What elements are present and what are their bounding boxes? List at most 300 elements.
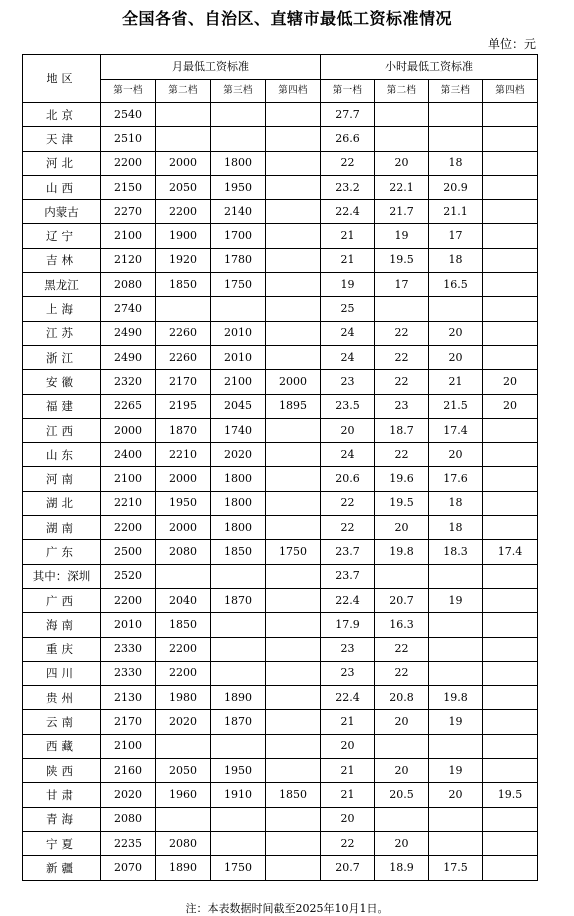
hourly-tier-4-cell <box>483 273 538 297</box>
monthly-tier-3-cell <box>211 637 266 661</box>
hourly-tier-2-cell: 19 <box>375 224 429 248</box>
monthly-tier-4-cell: 1850 <box>266 783 321 807</box>
hourly-tier-3-cell: 17.6 <box>429 467 483 491</box>
hourly-tier-2-cell: 18.9 <box>375 856 429 880</box>
hourly-tier-2-cell: 20 <box>375 759 429 783</box>
hourly-tier-3-cell <box>429 297 483 321</box>
hourly-tier-2-cell: 22 <box>375 370 429 394</box>
table-row <box>23 491 538 515</box>
monthly-tier-1-cell: 2100 <box>101 467 156 491</box>
region-cell: 安徽 <box>23 370 101 394</box>
monthly-tier-1-cell: 2265 <box>101 394 156 418</box>
region-cell: 四川 <box>23 661 101 685</box>
hourly-tier-1-cell: 24 <box>321 345 375 369</box>
monthly-tier-3-cell: 1800 <box>211 151 266 175</box>
hourly-tier-3-cell: 21.1 <box>429 200 483 224</box>
hourly-tier-2-cell <box>375 127 429 151</box>
hourly-tier-1-cell: 20.6 <box>321 467 375 491</box>
region-cell: 宁夏 <box>23 831 101 855</box>
monthly-tier-3-cell: 1950 <box>211 175 266 199</box>
hourly-tier-4-cell <box>483 297 538 321</box>
table-row <box>23 588 538 612</box>
monthly-tier-2-cell: 2000 <box>156 467 211 491</box>
table-row <box>23 564 538 588</box>
hourly-tier-4-cell <box>483 224 538 248</box>
hourly-tier-1-cell: 22.4 <box>321 200 375 224</box>
hourly-tier-1-cell: 17.9 <box>321 613 375 637</box>
region-cell: 河北 <box>23 151 101 175</box>
table-row <box>23 759 538 783</box>
hourly-tier-1-cell: 22.4 <box>321 588 375 612</box>
monthly-tier-1-cell: 2080 <box>101 807 156 831</box>
hourly-tier-4-cell: 20 <box>483 370 538 394</box>
hourly-tier-1-cell: 22 <box>321 516 375 540</box>
region-cell: 贵州 <box>23 686 101 710</box>
region-cell: 河南 <box>23 467 101 491</box>
monthly-tier-2-cell: 2080 <box>156 831 211 855</box>
region-cell: 天津 <box>23 127 101 151</box>
monthly-tier-1-cell: 2070 <box>101 856 156 880</box>
hourly-tier-3-cell: 18 <box>429 248 483 272</box>
hourly-tier-1-cell: 24 <box>321 443 375 467</box>
monthly-tier-1-cell: 2740 <box>101 297 156 321</box>
hourly-tier-2-cell: 20 <box>375 831 429 855</box>
hourly-tier-2-cell <box>375 734 429 758</box>
monthly-tier-4-cell <box>266 807 321 831</box>
hourly-tier-2-cell: 20 <box>375 516 429 540</box>
monthly-tier-4-cell <box>266 759 321 783</box>
hourly-tier-3-cell: 20 <box>429 443 483 467</box>
table-row <box>23 661 538 685</box>
monthly-tier-3-cell: 1910 <box>211 783 266 807</box>
header-row-groups <box>23 55 538 80</box>
monthly-tier-1-cell: 2320 <box>101 370 156 394</box>
hourly-tier-4-cell: 17.4 <box>483 540 538 564</box>
hourly-tier-1-cell: 21 <box>321 710 375 734</box>
hourly-tier-4-cell: 19.5 <box>483 783 538 807</box>
hourly-tier-3-cell: 20.9 <box>429 175 483 199</box>
monthly-tier-1-cell: 2540 <box>101 103 156 127</box>
monthly-tier-3-cell: 1800 <box>211 516 266 540</box>
monthly-tier-1-cell: 2130 <box>101 686 156 710</box>
unit-label: 单位：元 <box>487 37 536 51</box>
hourly-tier-2-cell: 19.8 <box>375 540 429 564</box>
monthly-header: 月最低工资标准 <box>101 55 321 80</box>
monthly-tier-2-cell: 2000 <box>156 516 211 540</box>
hourly-tier-4-cell <box>483 491 538 515</box>
hourly-tier-3-cell: 18 <box>429 516 483 540</box>
monthly-tier-4-cell <box>266 151 321 175</box>
hourly-tier-1-cell: 26.6 <box>321 127 375 151</box>
table-row <box>23 516 538 540</box>
table-body <box>23 103 538 881</box>
region-cell: 山东 <box>23 443 101 467</box>
region-cell: 内蒙古 <box>23 200 101 224</box>
hourly-tier-4-cell <box>483 345 538 369</box>
monthly-tier-1-cell: 2210 <box>101 491 156 515</box>
region-cell: 浙江 <box>23 345 101 369</box>
hourly-tier-4-cell <box>483 564 538 588</box>
table-row <box>23 248 538 272</box>
hourly-tier-4-cell <box>483 467 538 491</box>
monthly-tier-1-cell: 2000 <box>101 418 156 442</box>
page-title: 全国各省、自治区、直辖市最低工资标准情况 <box>121 9 452 28</box>
table-row <box>23 418 538 442</box>
monthly-tier-3-cell <box>211 831 266 855</box>
monthly-tier-3-cell <box>211 103 266 127</box>
monthly-tier-2-cell: 1850 <box>156 273 211 297</box>
monthly-tier-2-cell: 1980 <box>156 686 211 710</box>
monthly-tier-4-cell <box>266 297 321 321</box>
hourly-tier-3-cell <box>429 613 483 637</box>
monthly-tier-4-cell <box>266 831 321 855</box>
region-cell: 新疆 <box>23 856 101 880</box>
table-row <box>23 467 538 491</box>
hourly-tier-1-cell: 23.2 <box>321 175 375 199</box>
hourly-tier-2-cell: 20.7 <box>375 588 429 612</box>
monthly-tier-3-cell: 1890 <box>211 686 266 710</box>
hourly-tier-2-cell: 22 <box>375 321 429 345</box>
monthly-tier-4-cell <box>266 248 321 272</box>
monthly-tier-3-cell: 1850 <box>211 540 266 564</box>
hourly-tier-3-cell: 18 <box>429 151 483 175</box>
hourly-tier-3-cell: 20 <box>429 321 483 345</box>
monthly-tier-3-cell <box>211 297 266 321</box>
region-cell: 云南 <box>23 710 101 734</box>
monthly-tier-4-cell <box>266 418 321 442</box>
monthly-tier-3-cell: 2140 <box>211 200 266 224</box>
monthly-tier-1-cell: 2400 <box>101 443 156 467</box>
table-row <box>23 273 538 297</box>
monthly-tier-1-cell: 2235 <box>101 831 156 855</box>
hourly-tier-2-cell: 22.1 <box>375 175 429 199</box>
hourly-tier-4-cell <box>483 710 538 734</box>
monthly-tier-3-cell: 2045 <box>211 394 266 418</box>
hourly-tier-1-cell: 22 <box>321 491 375 515</box>
monthly-tier-1-cell: 2510 <box>101 127 156 151</box>
hourly-tier-4-cell <box>483 151 538 175</box>
monthly-tier-1-cell: 2100 <box>101 224 156 248</box>
hourly-tier-1-cell: 21 <box>321 783 375 807</box>
hourly-tier-4-cell <box>483 200 538 224</box>
hourly-tier-1-cell: 23.7 <box>321 564 375 588</box>
table-row <box>23 175 538 199</box>
region-cell: 重庆 <box>23 637 101 661</box>
region-cell: 陕西 <box>23 759 101 783</box>
table-row <box>23 734 538 758</box>
region-cell: 湖南 <box>23 516 101 540</box>
region-cell: 山西 <box>23 175 101 199</box>
table-row <box>23 127 538 151</box>
hourly-tier-4-cell <box>483 734 538 758</box>
hourly-tier-3-header: 第三档 <box>429 80 483 103</box>
monthly-tier-4-cell <box>266 564 321 588</box>
monthly-tier-2-cell: 1920 <box>156 248 211 272</box>
monthly-tier-1-cell: 2080 <box>101 273 156 297</box>
hourly-tier-3-cell <box>429 661 483 685</box>
hourly-tier-2-cell: 20 <box>375 151 429 175</box>
monthly-tier-4-cell <box>266 637 321 661</box>
monthly-tier-3-cell: 1870 <box>211 710 266 734</box>
table-row <box>23 394 538 418</box>
monthly-tier-3-cell <box>211 564 266 588</box>
hourly-tier-4-cell <box>483 686 538 710</box>
monthly-tier-1-cell: 2490 <box>101 321 156 345</box>
monthly-tier-2-cell: 1950 <box>156 491 211 515</box>
hourly-tier-4-cell <box>483 443 538 467</box>
monthly-tier-2-cell: 2170 <box>156 370 211 394</box>
hourly-tier-2-cell: 23 <box>375 394 429 418</box>
monthly-tier-3-cell: 1800 <box>211 467 266 491</box>
region-cell: 西藏 <box>23 734 101 758</box>
monthly-tier-1-cell: 2150 <box>101 175 156 199</box>
hourly-tier-2-cell <box>375 807 429 831</box>
monthly-tier-4-cell <box>266 516 321 540</box>
table-row <box>23 370 538 394</box>
hourly-tier-1-cell: 20 <box>321 418 375 442</box>
monthly-tier-1-cell: 2330 <box>101 661 156 685</box>
monthly-tier-4-cell <box>266 175 321 199</box>
hourly-tier-4-cell <box>483 588 538 612</box>
table-row <box>23 103 538 127</box>
monthly-tier-2-cell: 2040 <box>156 588 211 612</box>
table-row <box>23 151 538 175</box>
monthly-tier-1-header: 第一档 <box>101 80 156 103</box>
hourly-tier-1-cell: 23.5 <box>321 394 375 418</box>
hourly-tier-3-cell: 17.4 <box>429 418 483 442</box>
hourly-tier-4-header: 第四档 <box>483 80 538 103</box>
table-row <box>23 831 538 855</box>
monthly-tier-2-cell: 1870 <box>156 418 211 442</box>
hourly-tier-1-header: 第一档 <box>321 80 375 103</box>
hourly-tier-3-cell: 17 <box>429 224 483 248</box>
table-row <box>23 686 538 710</box>
monthly-tier-4-cell <box>266 321 321 345</box>
hourly-tier-4-cell <box>483 856 538 880</box>
table-row <box>23 856 538 880</box>
monthly-tier-3-cell: 1800 <box>211 491 266 515</box>
hourly-tier-3-cell: 21.5 <box>429 394 483 418</box>
hourly-tier-1-cell: 21 <box>321 759 375 783</box>
hourly-tier-1-cell: 24 <box>321 321 375 345</box>
hourly-tier-1-cell: 23.7 <box>321 540 375 564</box>
monthly-tier-1-cell: 2170 <box>101 710 156 734</box>
monthly-tier-2-cell <box>156 734 211 758</box>
hourly-tier-3-cell: 19.8 <box>429 686 483 710</box>
hourly-tier-4-cell <box>483 831 538 855</box>
hourly-tier-3-cell: 19 <box>429 710 483 734</box>
monthly-tier-4-cell <box>266 224 321 248</box>
hourly-tier-1-cell: 19 <box>321 273 375 297</box>
region-cell: 辽宁 <box>23 224 101 248</box>
table-row <box>23 710 538 734</box>
monthly-tier-3-cell: 1780 <box>211 248 266 272</box>
table-row <box>23 540 538 564</box>
monthly-tier-4-cell <box>266 491 321 515</box>
monthly-tier-4-cell <box>266 443 321 467</box>
monthly-tier-3-cell: 2010 <box>211 345 266 369</box>
table-row <box>23 297 538 321</box>
hourly-tier-3-cell: 18.3 <box>429 540 483 564</box>
hourly-tier-1-cell: 21 <box>321 248 375 272</box>
region-header: 地区 <box>23 55 101 103</box>
monthly-tier-4-cell <box>266 127 321 151</box>
monthly-tier-4-cell: 1895 <box>266 394 321 418</box>
monthly-tier-2-cell: 2200 <box>156 637 211 661</box>
region-cell: 其中：深圳 <box>23 564 101 588</box>
header-row-tiers <box>23 80 538 103</box>
monthly-tier-3-cell <box>211 807 266 831</box>
hourly-tier-1-cell: 22 <box>321 151 375 175</box>
monthly-tier-2-cell: 2200 <box>156 661 211 685</box>
table-row <box>23 807 538 831</box>
hourly-tier-1-cell: 20 <box>321 734 375 758</box>
hourly-tier-3-cell <box>429 807 483 831</box>
monthly-tier-2-cell: 2050 <box>156 175 211 199</box>
hourly-tier-2-cell: 20.5 <box>375 783 429 807</box>
hourly-tier-3-cell <box>429 831 483 855</box>
hourly-tier-4-cell: 20 <box>483 394 538 418</box>
region-cell: 北京 <box>23 103 101 127</box>
monthly-tier-1-cell: 2200 <box>101 516 156 540</box>
hourly-header: 小时最低工资标准 <box>321 55 538 80</box>
hourly-tier-1-cell: 22 <box>321 831 375 855</box>
hourly-tier-2-cell: 20.8 <box>375 686 429 710</box>
hourly-tier-2-cell: 21.7 <box>375 200 429 224</box>
monthly-tier-2-cell: 2080 <box>156 540 211 564</box>
region-cell: 黑龙江 <box>23 273 101 297</box>
monthly-tier-4-cell <box>266 345 321 369</box>
hourly-tier-1-cell: 25 <box>321 297 375 321</box>
monthly-tier-2-cell: 2020 <box>156 710 211 734</box>
hourly-tier-4-cell <box>483 807 538 831</box>
hourly-tier-1-cell: 21 <box>321 224 375 248</box>
region-cell: 甘肃 <box>23 783 101 807</box>
monthly-tier-1-cell: 2520 <box>101 564 156 588</box>
wage-table <box>22 54 538 881</box>
monthly-tier-4-cell <box>266 661 321 685</box>
footnote: 注：本表数据时间截至2025年10月1日。 <box>185 902 389 915</box>
hourly-tier-4-cell <box>483 516 538 540</box>
hourly-tier-3-cell: 17.5 <box>429 856 483 880</box>
hourly-tier-2-cell <box>375 564 429 588</box>
monthly-tier-1-cell: 2010 <box>101 613 156 637</box>
region-cell: 青海 <box>23 807 101 831</box>
hourly-tier-1-cell: 20 <box>321 807 375 831</box>
hourly-tier-4-cell <box>483 637 538 661</box>
monthly-tier-3-cell <box>211 734 266 758</box>
monthly-tier-3-cell <box>211 661 266 685</box>
monthly-tier-1-cell: 2490 <box>101 345 156 369</box>
monthly-tier-4-cell <box>266 686 321 710</box>
hourly-tier-3-cell: 18 <box>429 491 483 515</box>
hourly-tier-3-cell <box>429 637 483 661</box>
monthly-tier-1-cell: 2200 <box>101 151 156 175</box>
table-row <box>23 613 538 637</box>
table-row <box>23 783 538 807</box>
monthly-tier-2-cell: 1850 <box>156 613 211 637</box>
monthly-tier-2-cell <box>156 297 211 321</box>
region-cell: 广西 <box>23 588 101 612</box>
monthly-tier-2-cell: 2000 <box>156 151 211 175</box>
region-cell: 广东 <box>23 540 101 564</box>
monthly-tier-3-cell: 1870 <box>211 588 266 612</box>
monthly-tier-2-cell: 2210 <box>156 443 211 467</box>
region-cell: 福建 <box>23 394 101 418</box>
monthly-tier-4-cell <box>266 613 321 637</box>
hourly-tier-2-cell: 17 <box>375 273 429 297</box>
monthly-tier-2-cell <box>156 807 211 831</box>
region-cell: 海南 <box>23 613 101 637</box>
monthly-tier-3-cell: 1750 <box>211 856 266 880</box>
monthly-tier-3-header: 第三档 <box>211 80 266 103</box>
hourly-tier-2-cell: 19.5 <box>375 491 429 515</box>
hourly-tier-2-cell: 20 <box>375 710 429 734</box>
monthly-tier-1-cell: 2200 <box>101 588 156 612</box>
hourly-tier-2-cell <box>375 297 429 321</box>
hourly-tier-3-cell <box>429 103 483 127</box>
hourly-tier-4-cell <box>483 248 538 272</box>
monthly-tier-4-cell <box>266 710 321 734</box>
hourly-tier-2-header: 第二档 <box>375 80 429 103</box>
monthly-tier-4-cell <box>266 588 321 612</box>
monthly-tier-2-header: 第二档 <box>156 80 211 103</box>
hourly-tier-1-cell: 22.4 <box>321 686 375 710</box>
monthly-tier-3-cell <box>211 613 266 637</box>
monthly-tier-4-cell <box>266 856 321 880</box>
monthly-tier-1-cell: 2020 <box>101 783 156 807</box>
table-row <box>23 200 538 224</box>
monthly-tier-3-cell: 2010 <box>211 321 266 345</box>
hourly-tier-2-cell: 18.7 <box>375 418 429 442</box>
monthly-tier-4-cell <box>266 200 321 224</box>
monthly-tier-3-cell: 1740 <box>211 418 266 442</box>
hourly-tier-4-cell <box>483 613 538 637</box>
table-row <box>23 443 538 467</box>
region-cell: 湖北 <box>23 491 101 515</box>
region-cell: 江苏 <box>23 321 101 345</box>
monthly-tier-3-cell <box>211 127 266 151</box>
hourly-tier-4-cell <box>483 321 538 345</box>
monthly-tier-1-cell: 2120 <box>101 248 156 272</box>
monthly-tier-2-cell <box>156 127 211 151</box>
monthly-tier-2-cell: 1900 <box>156 224 211 248</box>
monthly-tier-4-cell <box>266 467 321 491</box>
monthly-tier-2-cell: 1960 <box>156 783 211 807</box>
hourly-tier-4-cell <box>483 103 538 127</box>
hourly-tier-3-cell: 19 <box>429 759 483 783</box>
monthly-tier-1-cell: 2500 <box>101 540 156 564</box>
table-row <box>23 345 538 369</box>
hourly-tier-4-cell <box>483 661 538 685</box>
monthly-tier-4-cell: 1750 <box>266 540 321 564</box>
monthly-tier-2-cell: 2200 <box>156 200 211 224</box>
monthly-tier-4-cell: 2000 <box>266 370 321 394</box>
hourly-tier-1-cell: 23 <box>321 661 375 685</box>
table-row <box>23 224 538 248</box>
monthly-tier-1-cell: 2270 <box>101 200 156 224</box>
monthly-tier-2-cell: 2050 <box>156 759 211 783</box>
hourly-tier-3-cell <box>429 127 483 151</box>
hourly-tier-2-cell: 22 <box>375 443 429 467</box>
monthly-tier-4-cell <box>266 103 321 127</box>
monthly-tier-3-cell: 1950 <box>211 759 266 783</box>
hourly-tier-3-cell: 20 <box>429 345 483 369</box>
monthly-tier-1-cell: 2330 <box>101 637 156 661</box>
region-cell: 江西 <box>23 418 101 442</box>
hourly-tier-3-cell: 21 <box>429 370 483 394</box>
region-cell: 吉林 <box>23 248 101 272</box>
